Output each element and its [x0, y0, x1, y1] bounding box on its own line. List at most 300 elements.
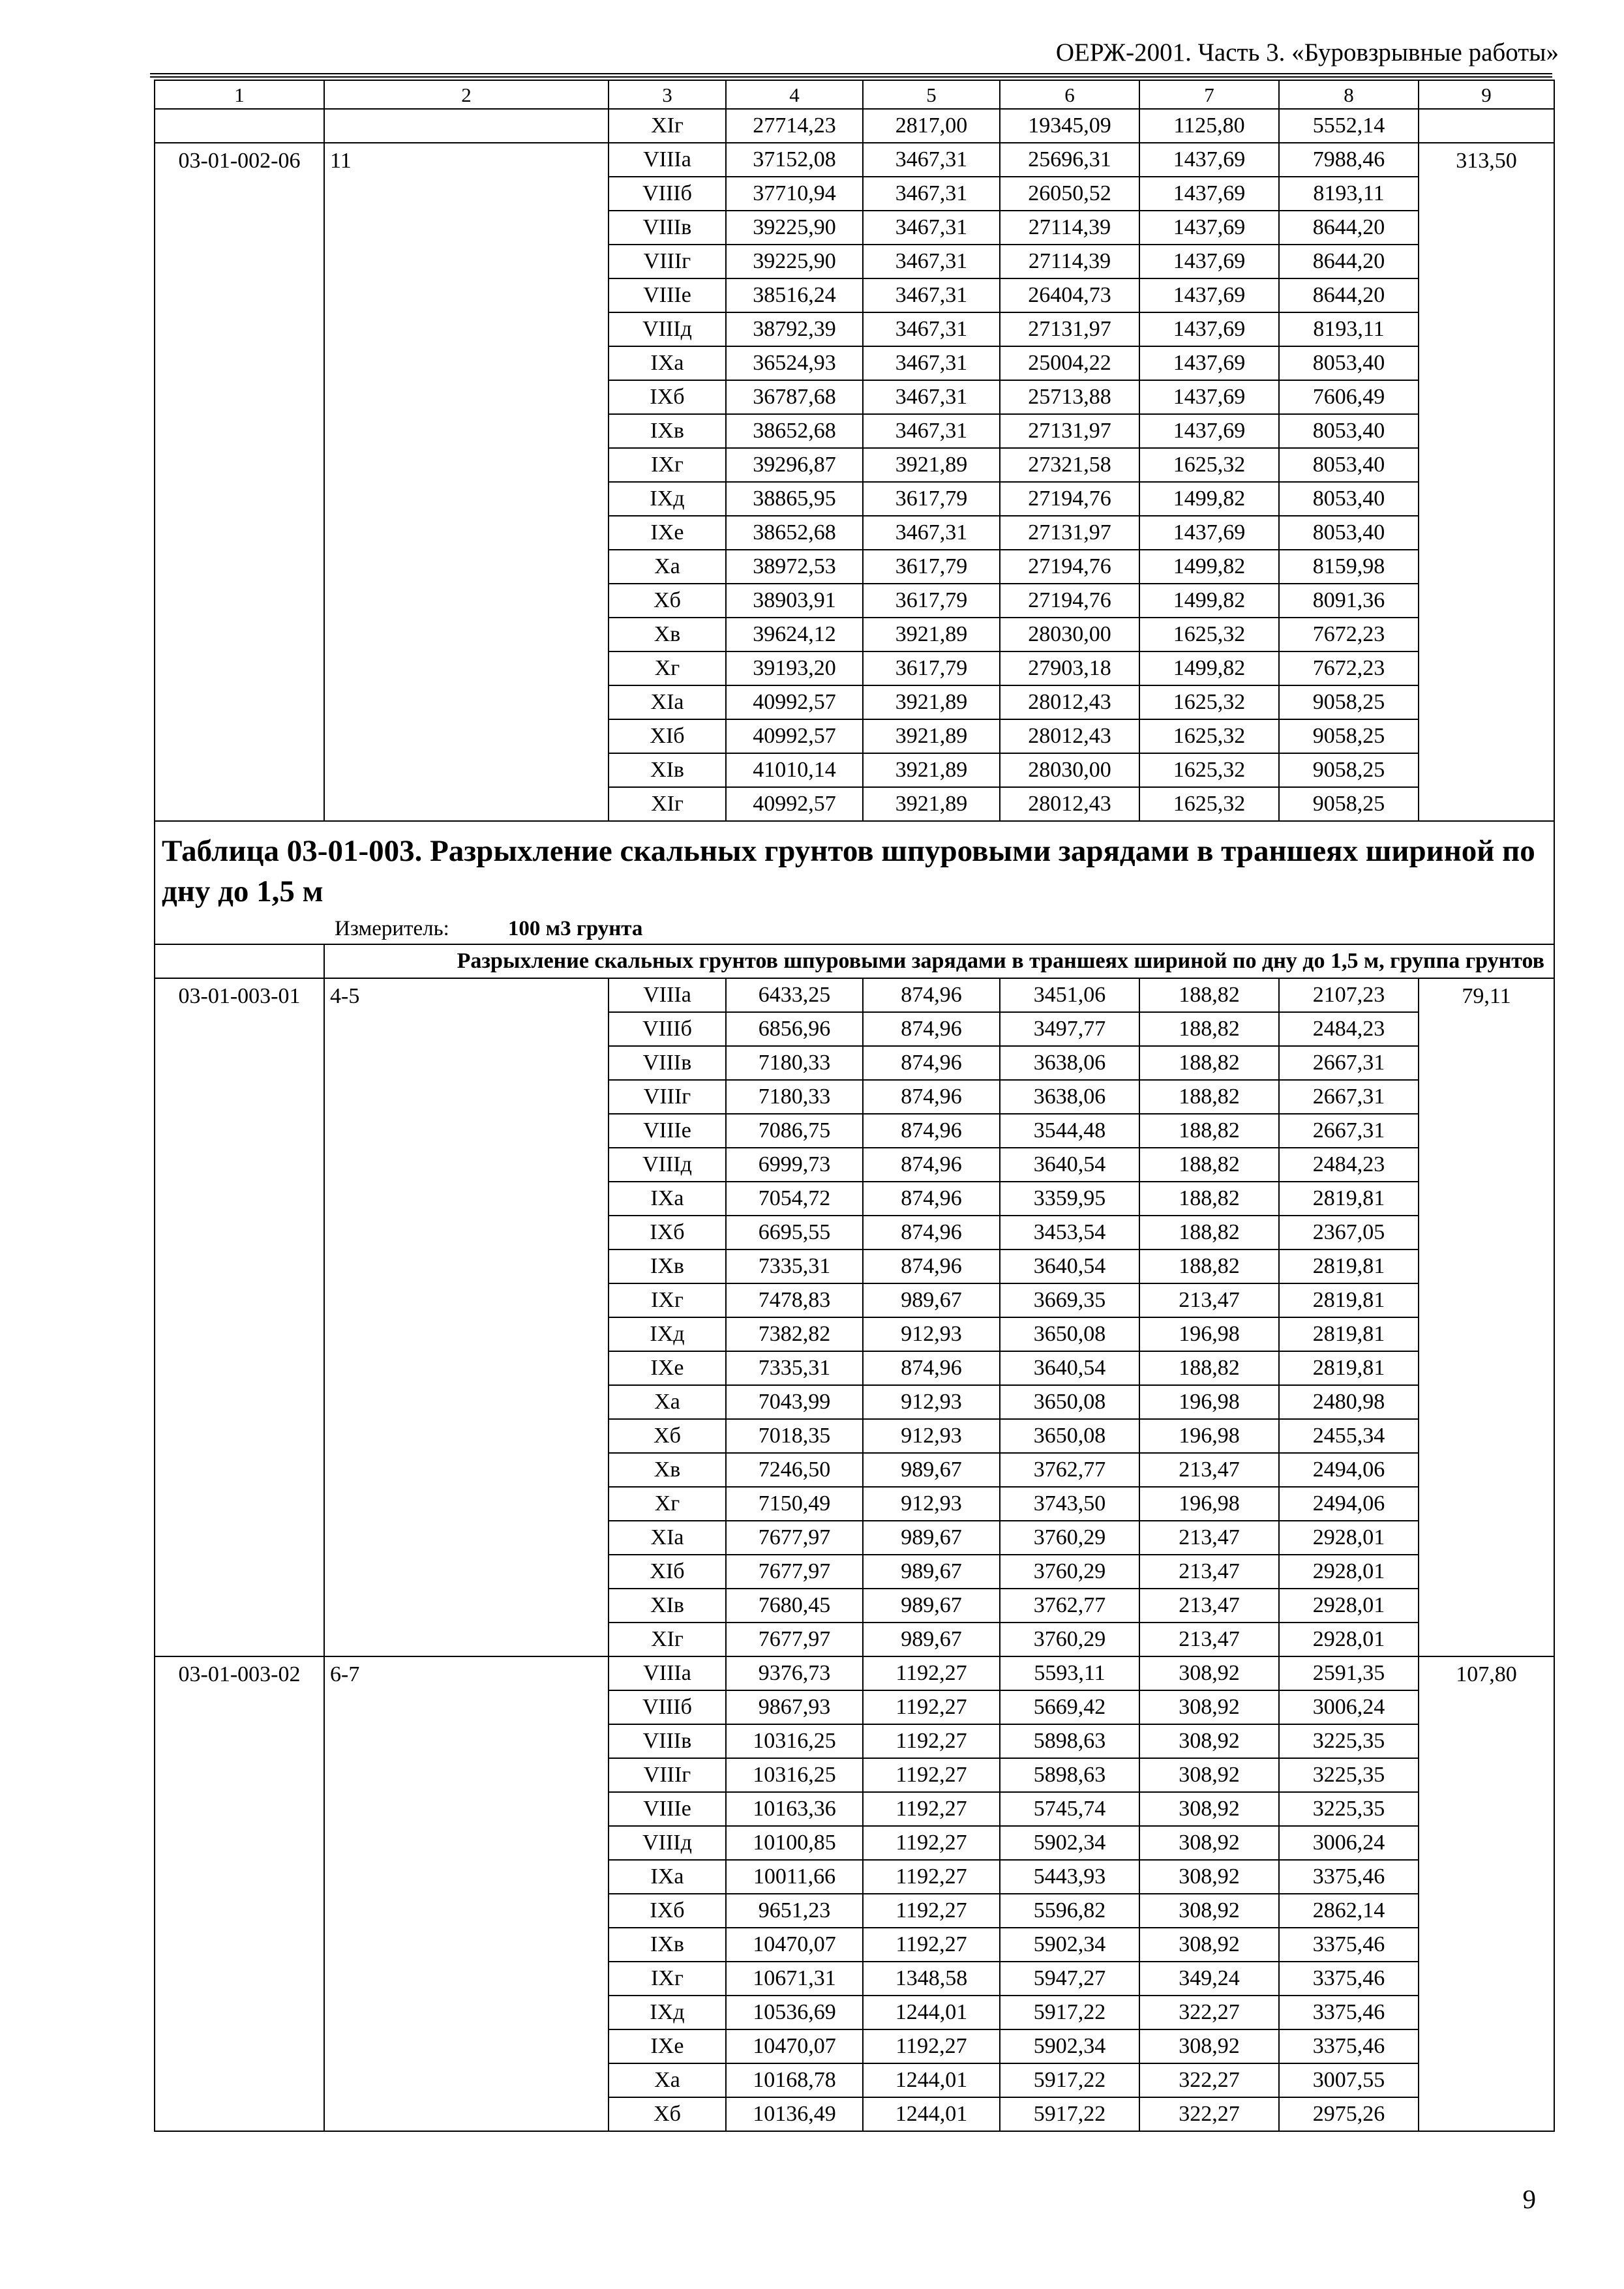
- group-cell: Xа: [609, 1385, 726, 1419]
- group-cell: VIIIб: [609, 1012, 726, 1046]
- value-cell: 27321,58: [1000, 448, 1139, 482]
- value-cell: 19345,09: [1000, 109, 1139, 143]
- value-cell: 5593,11: [1000, 1656, 1139, 1690]
- value-cell: 3617,79: [863, 550, 1000, 584]
- table-row: [155, 143, 1554, 177]
- value-cell: 3762,77: [1000, 1589, 1139, 1623]
- group-cell: IXд: [609, 1317, 726, 1351]
- value-cell: 3375,46: [1279, 1996, 1419, 2029]
- value-cell: 1625,32: [1139, 685, 1279, 719]
- value-cell: 10316,25: [726, 1758, 863, 1792]
- value-cell: 3669,35: [1000, 1283, 1139, 1317]
- value-cell: 3921,89: [863, 685, 1000, 719]
- value-cell: 5947,27: [1000, 1962, 1139, 1996]
- group-cell: IXг: [609, 1283, 726, 1317]
- value-cell: 9058,25: [1279, 719, 1419, 753]
- group-cell: XIб: [609, 1555, 726, 1589]
- value-cell: 2107,23: [1279, 978, 1419, 1012]
- value-cell: 308,92: [1139, 1928, 1279, 1962]
- group-cell: VIIIа: [609, 1656, 726, 1690]
- running-header: ОЕРЖ-2001. Часть 3. «Буровзрывные работы»: [1055, 38, 1559, 67]
- value-cell: 10136,49: [726, 2097, 863, 2131]
- value-cell: 1437,69: [1139, 278, 1279, 312]
- value-cell: 28012,43: [1000, 719, 1139, 753]
- value-cell: 1437,69: [1139, 143, 1279, 177]
- range-cell-empty: [324, 109, 609, 143]
- value-cell: 3617,79: [863, 584, 1000, 618]
- value-cell: 1499,82: [1139, 651, 1279, 685]
- value-cell: 322,27: [1139, 2097, 1279, 2131]
- value-cell: 989,67: [863, 1453, 1000, 1487]
- group-cell: XIг: [609, 109, 726, 143]
- value-cell: 3375,46: [1279, 2029, 1419, 2063]
- value-cell: 5902,34: [1000, 1826, 1139, 1860]
- group-cell: VIIIв: [609, 1724, 726, 1758]
- value-cell: 3921,89: [863, 787, 1000, 821]
- value-cell: 213,47: [1139, 1453, 1279, 1487]
- group-cell: IXа: [609, 1860, 726, 1894]
- value-cell: 308,92: [1139, 1758, 1279, 1792]
- value-cell: 26404,73: [1000, 278, 1139, 312]
- value-cell: 3760,29: [1000, 1623, 1139, 1656]
- value-cell: 1244,01: [863, 1996, 1000, 2029]
- value-cell: 25713,88: [1000, 380, 1139, 414]
- value-cell: 874,96: [863, 1249, 1000, 1283]
- value-cell: 7606,49: [1279, 380, 1419, 414]
- value-cell: 8053,40: [1279, 448, 1419, 482]
- value-cell: 3453,54: [1000, 1216, 1139, 1249]
- group-cell: XIг: [609, 1623, 726, 1656]
- value-cell: 36524,93: [726, 346, 863, 380]
- value-cell: 3467,31: [863, 278, 1000, 312]
- value-cell: 989,67: [863, 1623, 1000, 1656]
- page-number: 9: [1522, 2184, 1536, 2214]
- value-cell: 28012,43: [1000, 685, 1139, 719]
- value-cell: 2480,98: [1279, 1385, 1419, 1419]
- value-cell: 874,96: [863, 1080, 1000, 1114]
- value-cell: 989,67: [863, 1555, 1000, 1589]
- value-cell: 40992,57: [726, 685, 863, 719]
- group-cell: VIIIг: [609, 245, 726, 278]
- value-cell: 2455,34: [1279, 1419, 1419, 1453]
- value-cell: 912,93: [863, 1317, 1000, 1351]
- group-cell: IXе: [609, 516, 726, 550]
- value-cell: 3467,31: [863, 346, 1000, 380]
- value-cell: 308,92: [1139, 2029, 1279, 2063]
- value-cell: 27131,97: [1000, 516, 1139, 550]
- table-row: [155, 978, 1554, 1012]
- group-cell: Xг: [609, 651, 726, 685]
- group-cell: VIIIг: [609, 1080, 726, 1114]
- value-cell: 2367,05: [1279, 1216, 1419, 1249]
- value-cell: 7677,97: [726, 1555, 863, 1589]
- value-cell: 1192,27: [863, 1894, 1000, 1928]
- value-cell: 3640,54: [1000, 1249, 1139, 1283]
- price-table: [154, 80, 1555, 2132]
- group-cell: Xг: [609, 1487, 726, 1521]
- value-cell: 1192,27: [863, 1928, 1000, 1962]
- value-cell: 188,82: [1139, 1046, 1279, 1080]
- value-cell: 8644,20: [1279, 245, 1419, 278]
- value-cell: 874,96: [863, 1148, 1000, 1182]
- value-cell: 27131,97: [1000, 312, 1139, 346]
- value-cell: 1499,82: [1139, 482, 1279, 516]
- value-cell: 1192,27: [863, 1758, 1000, 1792]
- group-cell: VIIIа: [609, 143, 726, 177]
- value-cell: 3617,79: [863, 651, 1000, 685]
- column-number: 9: [1419, 80, 1554, 109]
- value-cell: 3638,06: [1000, 1046, 1139, 1080]
- value-cell: 7018,35: [726, 1419, 863, 1453]
- value-cell: 2928,01: [1279, 1555, 1419, 1589]
- value-cell: 28012,43: [1000, 787, 1139, 821]
- value-cell: 308,92: [1139, 1894, 1279, 1928]
- value-cell: 322,27: [1139, 1996, 1279, 2029]
- value-cell: 2819,81: [1279, 1182, 1419, 1216]
- value-cell: 308,92: [1139, 1860, 1279, 1894]
- value-cell: 7335,31: [726, 1351, 863, 1385]
- value-cell: 2928,01: [1279, 1623, 1419, 1656]
- value-cell: 213,47: [1139, 1283, 1279, 1317]
- value-cell: 874,96: [863, 1182, 1000, 1216]
- group-cell: IXб: [609, 380, 726, 414]
- value-cell: 10470,07: [726, 2029, 863, 2063]
- value-cell: 1192,27: [863, 1724, 1000, 1758]
- value-cell: 10011,66: [726, 1860, 863, 1894]
- value-cell: 38652,68: [726, 516, 863, 550]
- value-cell: 27903,18: [1000, 651, 1139, 685]
- value-cell: 37152,08: [726, 143, 863, 177]
- value-cell: 10100,85: [726, 1826, 863, 1860]
- value-cell: 39225,90: [726, 211, 863, 245]
- column-number: 8: [1279, 80, 1419, 109]
- value-cell: 27114,39: [1000, 211, 1139, 245]
- group-cell: VIIIд: [609, 312, 726, 346]
- value-cell: 9058,25: [1279, 685, 1419, 719]
- value-cell: 188,82: [1139, 1148, 1279, 1182]
- value-cell: 38903,91: [726, 584, 863, 618]
- group-cell: IXг: [609, 448, 726, 482]
- value-cell: 188,82: [1139, 1012, 1279, 1046]
- value-cell: 9058,25: [1279, 787, 1419, 821]
- group-cell: IXа: [609, 346, 726, 380]
- value-cell: 3921,89: [863, 753, 1000, 787]
- value-cell: 213,47: [1139, 1521, 1279, 1555]
- col9-cell: 79,11: [1419, 978, 1554, 1656]
- column-number: 4: [726, 80, 863, 109]
- unit-row: [335, 918, 1547, 940]
- group-cell: IXб: [609, 1894, 726, 1928]
- value-cell: 41010,14: [726, 753, 863, 787]
- range-cell: 6-7: [324, 1656, 609, 2131]
- group-cell: IXв: [609, 1249, 726, 1283]
- value-cell: 874,96: [863, 1216, 1000, 1249]
- value-cell: 3225,35: [1279, 1792, 1419, 1826]
- value-cell: 1192,27: [863, 1690, 1000, 1724]
- value-cell: 2819,81: [1279, 1351, 1419, 1385]
- value-cell: 5898,63: [1000, 1724, 1139, 1758]
- value-cell: 1192,27: [863, 1656, 1000, 1690]
- value-cell: 188,82: [1139, 1351, 1279, 1385]
- value-cell: 3640,54: [1000, 1148, 1139, 1182]
- group-cell: VIIIв: [609, 1046, 726, 1080]
- value-cell: 1625,32: [1139, 719, 1279, 753]
- value-cell: 8091,36: [1279, 584, 1419, 618]
- value-cell: 3375,46: [1279, 1928, 1419, 1962]
- value-cell: 2484,23: [1279, 1148, 1419, 1182]
- col9-cell-empty: [1419, 109, 1554, 143]
- value-cell: 27194,76: [1000, 550, 1139, 584]
- value-cell: 10470,07: [726, 1928, 863, 1962]
- value-cell: 5902,34: [1000, 2029, 1139, 2063]
- value-cell: 7672,23: [1279, 618, 1419, 651]
- code-cell: 03-01-003-02: [155, 1656, 324, 2131]
- value-cell: 10536,69: [726, 1996, 863, 2029]
- group-cell: IXд: [609, 1996, 726, 2029]
- value-cell: 27131,97: [1000, 414, 1139, 448]
- value-cell: 28030,00: [1000, 753, 1139, 787]
- column-number: 3: [609, 80, 726, 109]
- value-cell: 3650,08: [1000, 1419, 1139, 1453]
- value-cell: 3225,35: [1279, 1724, 1419, 1758]
- group-cell: Xа: [609, 2063, 726, 2097]
- value-cell: 7382,82: [726, 1317, 863, 1351]
- value-cell: 7677,97: [726, 1623, 863, 1656]
- column-number-row: [155, 80, 1554, 109]
- value-cell: 38792,39: [726, 312, 863, 346]
- value-cell: 8644,20: [1279, 211, 1419, 245]
- value-cell: 2928,01: [1279, 1589, 1419, 1623]
- group-cell: XIв: [609, 753, 726, 787]
- value-cell: 39225,90: [726, 245, 863, 278]
- value-cell: 7043,99: [726, 1385, 863, 1419]
- value-cell: 5898,63: [1000, 1758, 1139, 1792]
- value-cell: 9376,73: [726, 1656, 863, 1690]
- value-cell: 989,67: [863, 1589, 1000, 1623]
- group-cell: IXб: [609, 1216, 726, 1249]
- value-cell: 38652,68: [726, 414, 863, 448]
- value-cell: 5596,82: [1000, 1894, 1139, 1928]
- value-cell: 5902,34: [1000, 1928, 1139, 1962]
- group-cell: IXе: [609, 1351, 726, 1385]
- group-cell: Xб: [609, 1419, 726, 1453]
- value-cell: 7478,83: [726, 1283, 863, 1317]
- value-cell: 27114,39: [1000, 245, 1139, 278]
- value-cell: 3921,89: [863, 719, 1000, 753]
- value-cell: 874,96: [863, 1351, 1000, 1385]
- value-cell: 7054,72: [726, 1182, 863, 1216]
- group-cell: XIб: [609, 719, 726, 753]
- value-cell: 874,96: [863, 1114, 1000, 1148]
- subheading-blank: [155, 944, 324, 978]
- code-cell: 03-01-003-01: [155, 978, 324, 1656]
- value-cell: 989,67: [863, 1283, 1000, 1317]
- value-cell: 25696,31: [1000, 143, 1139, 177]
- value-cell: 7180,33: [726, 1080, 863, 1114]
- value-cell: 7246,50: [726, 1453, 863, 1487]
- value-cell: 308,92: [1139, 1724, 1279, 1758]
- value-cell: 3762,77: [1000, 1453, 1139, 1487]
- group-cell: VIIIе: [609, 1792, 726, 1826]
- value-cell: 2484,23: [1279, 1012, 1419, 1046]
- value-cell: 5669,42: [1000, 1690, 1139, 1724]
- value-cell: 3467,31: [863, 211, 1000, 245]
- value-cell: 25004,22: [1000, 346, 1139, 380]
- value-cell: 2591,35: [1279, 1656, 1419, 1690]
- value-cell: 27714,23: [726, 109, 863, 143]
- value-cell: 213,47: [1139, 1555, 1279, 1589]
- value-cell: 989,67: [863, 1521, 1000, 1555]
- value-cell: 6999,73: [726, 1148, 863, 1182]
- group-cell: Xв: [609, 1453, 726, 1487]
- value-cell: 3467,31: [863, 516, 1000, 550]
- value-cell: 2667,31: [1279, 1046, 1419, 1080]
- value-cell: 2819,81: [1279, 1249, 1419, 1283]
- value-cell: 3760,29: [1000, 1555, 1139, 1589]
- value-cell: 3743,50: [1000, 1487, 1139, 1521]
- table-row: [155, 1656, 1554, 1690]
- table-title-cell: [155, 821, 1554, 944]
- value-cell: 912,93: [863, 1419, 1000, 1453]
- value-cell: 40992,57: [726, 787, 863, 821]
- value-cell: 874,96: [863, 978, 1000, 1012]
- value-cell: 5745,74: [1000, 1792, 1139, 1826]
- value-cell: 3467,31: [863, 312, 1000, 346]
- column-number: 6: [1000, 80, 1139, 109]
- value-cell: 7672,23: [1279, 651, 1419, 685]
- value-cell: 3467,31: [863, 143, 1000, 177]
- value-cell: 1437,69: [1139, 245, 1279, 278]
- group-cell: Xб: [609, 2097, 726, 2131]
- value-cell: 2494,06: [1279, 1487, 1419, 1521]
- value-cell: 3359,95: [1000, 1182, 1139, 1216]
- value-cell: 1437,69: [1139, 414, 1279, 448]
- value-cell: 1437,69: [1139, 380, 1279, 414]
- value-cell: 10316,25: [726, 1724, 863, 1758]
- value-cell: 8053,40: [1279, 516, 1419, 550]
- group-cell: IXг: [609, 1962, 726, 1996]
- value-cell: 8053,40: [1279, 414, 1419, 448]
- value-cell: 188,82: [1139, 978, 1279, 1012]
- value-cell: 874,96: [863, 1046, 1000, 1080]
- value-cell: 5443,93: [1000, 1860, 1139, 1894]
- column-number: 2: [324, 80, 609, 109]
- table-title: Таблица 03-01-003. Разрыхление скальных грунтов шпуровыми зарядами в траншеях шириной по дну до 1,5 м: [162, 834, 1535, 909]
- group-cell: IXв: [609, 414, 726, 448]
- column-number: 7: [1139, 80, 1279, 109]
- value-cell: 196,98: [1139, 1317, 1279, 1351]
- group-cell: IXд: [609, 482, 726, 516]
- value-cell: 3921,89: [863, 448, 1000, 482]
- value-cell: 1244,01: [863, 2063, 1000, 2097]
- group-cell: Xв: [609, 618, 726, 651]
- value-cell: 188,82: [1139, 1080, 1279, 1114]
- value-cell: 912,93: [863, 1487, 1000, 1521]
- value-cell: 7150,49: [726, 1487, 863, 1521]
- value-cell: 10163,36: [726, 1792, 863, 1826]
- group-cell: VIIIа: [609, 978, 726, 1012]
- value-cell: 3006,24: [1279, 1826, 1419, 1860]
- subheading-row: [155, 944, 1554, 978]
- group-cell: VIIIд: [609, 1826, 726, 1860]
- value-cell: 308,92: [1139, 1690, 1279, 1724]
- value-cell: 1192,27: [863, 1792, 1000, 1826]
- value-cell: 7180,33: [726, 1046, 863, 1080]
- value-cell: 6433,25: [726, 978, 863, 1012]
- value-cell: 1437,69: [1139, 312, 1279, 346]
- value-cell: 8193,11: [1279, 177, 1419, 211]
- value-cell: 7677,97: [726, 1521, 863, 1555]
- value-cell: 1437,69: [1139, 177, 1279, 211]
- value-cell: 10671,31: [726, 1962, 863, 1996]
- value-cell: 2819,81: [1279, 1317, 1419, 1351]
- value-cell: 1192,27: [863, 2029, 1000, 2063]
- value-cell: 3497,77: [1000, 1012, 1139, 1046]
- value-cell: 9651,23: [726, 1894, 863, 1928]
- value-cell: 3638,06: [1000, 1080, 1139, 1114]
- value-cell: 2862,14: [1279, 1894, 1419, 1928]
- value-cell: 1625,32: [1139, 787, 1279, 821]
- group-cell: VIIIб: [609, 177, 726, 211]
- value-cell: 188,82: [1139, 1249, 1279, 1283]
- value-cell: 3467,31: [863, 245, 1000, 278]
- subheading: Разрыхление скальных грунтов шпуровыми зарядами в траншеях шириной по дну до 1,5 м, группа грунтов: [324, 944, 1554, 978]
- value-cell: 39624,12: [726, 618, 863, 651]
- value-cell: 7086,75: [726, 1114, 863, 1148]
- range-cell: 4-5: [324, 978, 609, 1656]
- value-cell: 3467,31: [863, 414, 1000, 448]
- group-cell: IXе: [609, 2029, 726, 2063]
- group-cell: XIв: [609, 1589, 726, 1623]
- value-cell: 28030,00: [1000, 618, 1139, 651]
- value-cell: 1125,80: [1139, 109, 1279, 143]
- range-cell: 11: [324, 143, 609, 821]
- group-cell: XIг: [609, 787, 726, 821]
- group-cell: VIIIг: [609, 1758, 726, 1792]
- value-cell: 1437,69: [1139, 211, 1279, 245]
- column-number: 1: [155, 80, 324, 109]
- value-cell: 2667,31: [1279, 1114, 1419, 1148]
- group-cell: VIIIб: [609, 1690, 726, 1724]
- value-cell: 37710,94: [726, 177, 863, 211]
- group-cell: XIа: [609, 1521, 726, 1555]
- unit-label: Измеритель:: [335, 917, 449, 941]
- value-cell: 36787,68: [726, 380, 863, 414]
- group-cell: VIIIд: [609, 1148, 726, 1182]
- value-cell: 213,47: [1139, 1589, 1279, 1623]
- value-cell: 3225,35: [1279, 1758, 1419, 1792]
- value-cell: 1244,01: [863, 2097, 1000, 2131]
- value-cell: 3375,46: [1279, 1860, 1419, 1894]
- value-cell: 7335,31: [726, 1249, 863, 1283]
- value-cell: 39193,20: [726, 651, 863, 685]
- value-cell: 2928,01: [1279, 1521, 1419, 1555]
- value-cell: 1348,58: [863, 1962, 1000, 1996]
- value-cell: 2819,81: [1279, 1283, 1419, 1317]
- value-cell: 26050,52: [1000, 177, 1139, 211]
- value-cell: 1625,32: [1139, 618, 1279, 651]
- value-cell: 9058,25: [1279, 753, 1419, 787]
- value-cell: 6695,55: [726, 1216, 863, 1249]
- table-title-row: [155, 821, 1554, 944]
- value-cell: 1437,69: [1139, 516, 1279, 550]
- code-cell-empty: [155, 109, 324, 143]
- unit-value: 100 м3 грунта: [507, 917, 643, 941]
- value-cell: 6856,96: [726, 1012, 863, 1046]
- value-cell: 196,98: [1139, 1487, 1279, 1521]
- value-cell: 8644,20: [1279, 278, 1419, 312]
- value-cell: 2817,00: [863, 109, 1000, 143]
